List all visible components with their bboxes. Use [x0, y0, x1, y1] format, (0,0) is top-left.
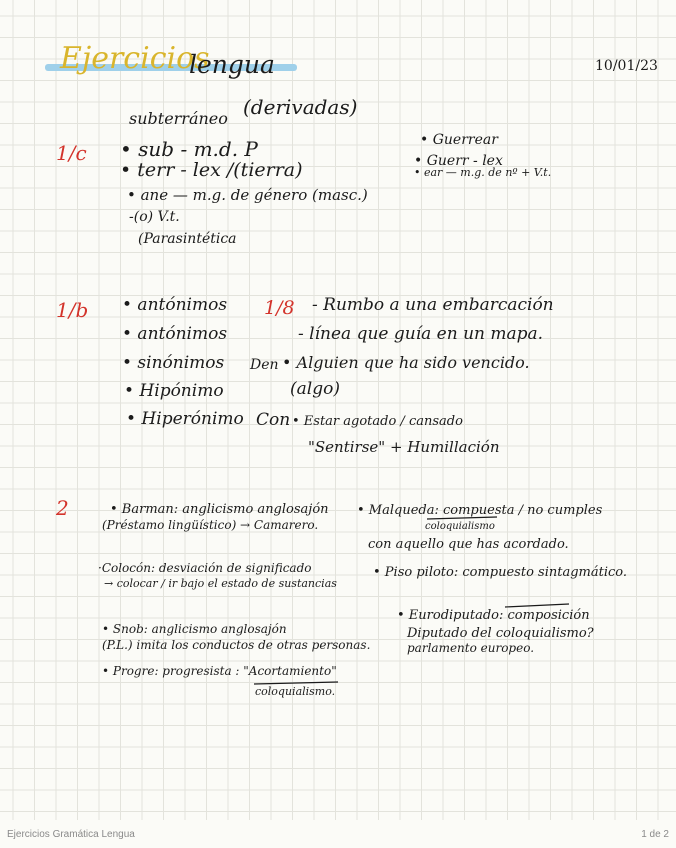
- section3-right-line: con aquello que has acordado.: [368, 537, 569, 552]
- section2-definition: (algo): [290, 379, 340, 399]
- section3-line: (Préstamo lingüístico) → Camarero.: [102, 518, 319, 532]
- section3-line: • Snob: anglicismo anglosajón: [102, 622, 287, 636]
- section1-line: (Parasintética: [138, 231, 237, 247]
- section3-right-line: Diputado del coloquialismo?: [407, 626, 594, 641]
- section3-line: (P.L.) imita los conductos de otras personas.: [102, 638, 371, 652]
- page-indicator: 1 de 2: [641, 829, 669, 840]
- section1-line: • terr - lex /(tierra): [120, 159, 303, 181]
- section2-number-2: 1/8: [264, 297, 295, 319]
- section2-den-label: Den: [250, 357, 279, 373]
- section1-right-line: • ear — m.g. de nº + V.t.: [414, 166, 552, 179]
- section3-line: → colocar / ir bajo el estado de sustancias: [104, 577, 337, 590]
- section3-line: • Progre: progresista : "Acortamiento": [102, 664, 337, 678]
- section3-line: • Barman: anglicismo anglosajón: [110, 502, 329, 517]
- document-name: Ejercicios Gramática Lengua: [7, 829, 135, 840]
- section2-item: • Hiperónimo: [126, 409, 244, 429]
- title-word-2: lengua: [189, 50, 275, 79]
- section3-right-line: parlamento europeo.: [407, 641, 535, 655]
- section2-definition: • Estar agotado / cansado: [292, 414, 463, 429]
- section2-item: • antónimos: [122, 324, 228, 344]
- section3-number: 2: [56, 496, 69, 520]
- section2-item: • antónimos: [122, 295, 228, 315]
- title-word-1: Ejercicios: [60, 41, 210, 76]
- section1-line: -(o) V.t.: [129, 209, 180, 225]
- section3-line: ·Colocón: desviación de significado: [98, 561, 312, 575]
- section2-con-label: Con: [256, 410, 291, 430]
- section2-item: • sinónimos: [122, 353, 225, 373]
- section1-line: • ane — m.g. de género (masc.): [127, 186, 368, 204]
- note-date: 10/01/23: [595, 58, 658, 74]
- section1-number: 1/c: [56, 141, 87, 165]
- section3-right-line: coloquialismo: [425, 521, 495, 532]
- section1-right-line: • Guerrear: [420, 132, 498, 148]
- section3-right-line: • Malqueda: compuesta / no cumples: [357, 503, 603, 518]
- section2-item: • Hipónimo: [124, 381, 224, 401]
- section2-definition: • Alguien que ha sido vencido.: [282, 353, 530, 372]
- section1-heading-2: (derivadas): [243, 95, 358, 119]
- section3-right-line: • Piso piloto: compuesto sintagmático.: [373, 565, 628, 580]
- page-footer: [0, 820, 676, 848]
- section1-line: • sub - m.d. P: [120, 137, 258, 161]
- section1-heading: subterráneo: [129, 109, 228, 128]
- section2-definition: "Sentirse" + Humillación: [308, 438, 500, 456]
- section1-right-line: • Guerr - lex: [414, 153, 503, 169]
- section3-line: coloquialismo.: [255, 685, 336, 698]
- section2-definition: - Rumbo a una embarcación: [312, 295, 554, 315]
- section2-number: 1/b: [56, 298, 89, 322]
- section2-definition: - línea que guía en un mapa.: [298, 324, 544, 344]
- section3-right-line: • Eurodiputado: composición: [397, 608, 590, 623]
